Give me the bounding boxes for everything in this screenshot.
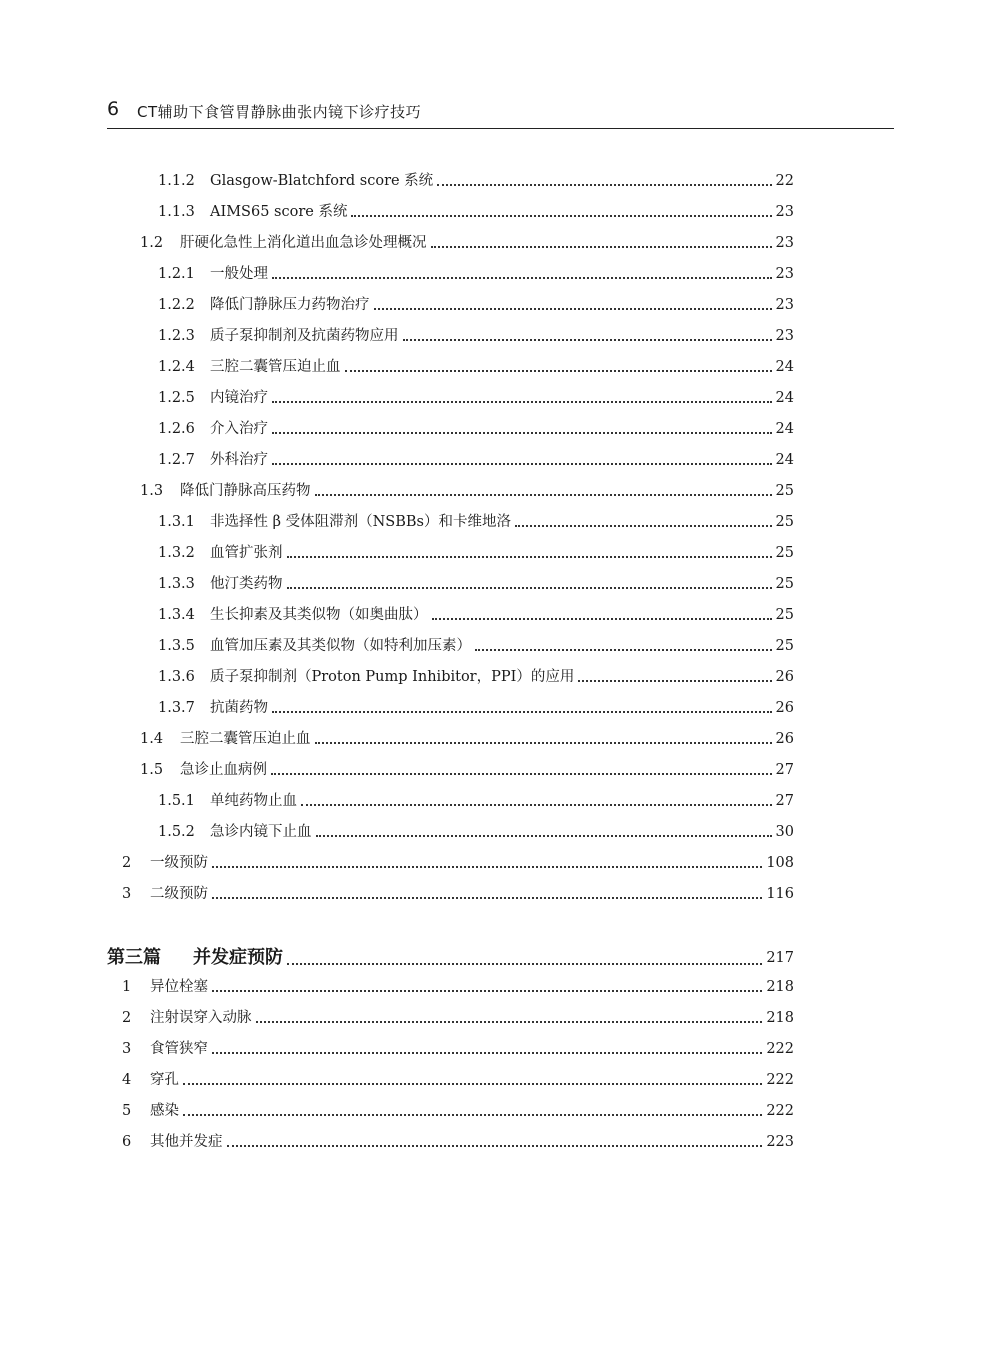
toc-entry-page: 24 bbox=[775, 421, 794, 437]
toc-entry-title: 一级预防 bbox=[150, 855, 208, 871]
toc-entry-number: 1.3.4 bbox=[158, 607, 195, 623]
toc-dot-leader bbox=[212, 1052, 762, 1054]
toc-entry-title: 血管扩张剂 bbox=[210, 545, 283, 561]
toc-entry-number: 2 bbox=[122, 855, 132, 871]
toc-dot-leader bbox=[212, 897, 762, 899]
toc-entry-number: 1.2 bbox=[140, 235, 164, 251]
toc-dot-leader bbox=[315, 742, 772, 744]
toc-entry[interactable] bbox=[158, 573, 794, 595]
toc-entry-page: 217 bbox=[766, 950, 794, 966]
toc-entry-page: 222 bbox=[766, 1041, 794, 1057]
toc-entry-title: 二级预防 bbox=[150, 886, 208, 902]
toc-entry-page: 24 bbox=[775, 359, 794, 375]
toc-entry-number: 3 bbox=[122, 1041, 132, 1057]
toc-entry-title: 单纯药物止血 bbox=[210, 793, 297, 809]
toc-entry-page: 27 bbox=[775, 762, 794, 778]
toc-entry-page: 23 bbox=[775, 204, 794, 220]
toc-entry-title: AIMS65 score 系统 bbox=[210, 204, 348, 220]
toc-entry-title: 生长抑素及其类似物（如奥曲肽） bbox=[210, 607, 428, 623]
toc-entry-number: 1 bbox=[122, 979, 132, 995]
toc-entry-number: 4 bbox=[122, 1072, 132, 1088]
toc-entry-number: 1.5.2 bbox=[158, 824, 195, 840]
toc-dot-leader bbox=[183, 1114, 762, 1116]
toc-entry[interactable] bbox=[122, 1038, 794, 1060]
toc-dot-leader bbox=[403, 339, 772, 341]
toc-entry-title: 其他并发症 bbox=[150, 1134, 223, 1150]
toc-entry-page: 25 bbox=[775, 483, 794, 499]
toc-dot-leader bbox=[287, 587, 772, 589]
toc-entry-number: 1.2.2 bbox=[158, 297, 195, 313]
toc-entry-number: 1.3.7 bbox=[158, 700, 195, 716]
toc-entry-title: 降低门静脉压力药物治疗 bbox=[210, 297, 370, 313]
toc-dot-leader bbox=[515, 525, 772, 527]
toc-entry[interactable] bbox=[122, 883, 794, 905]
toc-entry-page: 26 bbox=[775, 669, 794, 685]
toc-entry-page: 23 bbox=[775, 266, 794, 282]
toc-entry-title: 一般处理 bbox=[210, 266, 268, 282]
toc-dot-leader bbox=[272, 432, 772, 434]
toc-entry-title: 感染 bbox=[150, 1103, 179, 1119]
toc-dot-leader bbox=[351, 215, 771, 217]
toc-entry-number: 1.2.3 bbox=[158, 328, 195, 344]
toc-dot-leader bbox=[227, 1145, 763, 1147]
toc-entry-number: 1.3.5 bbox=[158, 638, 195, 654]
toc-entry[interactable] bbox=[140, 759, 794, 781]
toc-entry[interactable] bbox=[158, 604, 794, 626]
toc-entry-page: 218 bbox=[766, 979, 794, 995]
toc-entry-page: 218 bbox=[766, 1010, 794, 1026]
toc-entry-number: 第三篇 bbox=[107, 947, 161, 968]
toc-entry-title: 注射误穿入动脉 bbox=[150, 1010, 252, 1026]
toc-entry[interactable] bbox=[158, 542, 794, 564]
toc-entry[interactable] bbox=[158, 325, 794, 347]
toc-dot-leader bbox=[272, 463, 772, 465]
toc-entry[interactable] bbox=[140, 232, 794, 254]
toc-entry-page: 25 bbox=[775, 545, 794, 561]
toc-entry-number: 1.2.4 bbox=[158, 359, 195, 375]
toc-entry-title: 急诊止血病例 bbox=[180, 762, 267, 778]
toc-entry-title: 质子泵抑制剂（Proton Pump Inhibitor，PPI）的应用 bbox=[210, 669, 575, 685]
toc-entry-page: 27 bbox=[775, 793, 794, 809]
toc-dot-leader bbox=[212, 866, 762, 868]
toc-entry-number: 1.3 bbox=[140, 483, 164, 499]
toc-entry[interactable] bbox=[158, 449, 794, 471]
toc-entry-title: 质子泵抑制剂及抗菌药物应用 bbox=[210, 328, 399, 344]
toc-entry-number: 1.5.1 bbox=[158, 793, 195, 809]
toc-entry-page: 23 bbox=[775, 328, 794, 344]
toc-entry-number: 1.2.1 bbox=[158, 266, 195, 282]
toc-entry-page: 22 bbox=[775, 173, 794, 189]
toc-entry-page: 26 bbox=[775, 700, 794, 716]
header-book-title: CT辅助下食管胃静脉曲张内镜下诊疗技巧 bbox=[137, 103, 422, 121]
toc-entry-title: 非选择性 β 受体阻滞剂（NSBBs）和卡维地洛 bbox=[210, 514, 511, 530]
toc-entry-title: 食管狭窄 bbox=[150, 1041, 208, 1057]
toc-entry-title: 三腔二囊管压迫止血 bbox=[210, 359, 341, 375]
toc-entry-number: 1.1.2 bbox=[158, 173, 195, 189]
toc-entry-title: 外科治疗 bbox=[210, 452, 268, 468]
toc-entry-page: 25 bbox=[775, 514, 794, 530]
toc-entry-page: 24 bbox=[775, 390, 794, 406]
toc-entry[interactable] bbox=[122, 1069, 794, 1091]
toc-entry[interactable] bbox=[158, 666, 794, 688]
toc-entry-title: Glasgow-Blatchford score 系统 bbox=[210, 173, 434, 189]
toc-dot-leader bbox=[256, 1021, 763, 1023]
toc-entry-page: 23 bbox=[775, 297, 794, 313]
toc-entry-page: 25 bbox=[775, 576, 794, 592]
toc-entry[interactable] bbox=[140, 480, 794, 502]
toc-entry-page: 25 bbox=[775, 607, 794, 623]
toc-entry-title: 异位栓塞 bbox=[150, 979, 208, 995]
toc-entry[interactable] bbox=[158, 356, 794, 378]
toc-entry-title: 内镜治疗 bbox=[210, 390, 268, 406]
toc-dot-leader bbox=[271, 773, 772, 775]
toc-entry[interactable] bbox=[140, 728, 794, 750]
toc-entry[interactable] bbox=[122, 1007, 794, 1029]
toc-entry-page: 30 bbox=[775, 824, 794, 840]
toc-entry[interactable] bbox=[158, 201, 794, 223]
toc-entry-page: 23 bbox=[775, 235, 794, 251]
toc-dot-leader bbox=[316, 835, 772, 837]
toc-entry-title: 并发症预防 bbox=[193, 947, 283, 968]
toc-entry[interactable] bbox=[122, 976, 794, 998]
toc-entry-number: 1.3.2 bbox=[158, 545, 195, 561]
toc-entry-number: 1.2.5 bbox=[158, 390, 195, 406]
toc-entry[interactable] bbox=[122, 852, 794, 874]
toc-entry-number: 1.4 bbox=[140, 731, 164, 747]
toc-dot-leader bbox=[374, 308, 772, 310]
toc-dot-leader bbox=[287, 963, 762, 965]
toc-dot-leader bbox=[437, 184, 771, 186]
toc-entry[interactable] bbox=[158, 263, 794, 285]
toc-entry-number: 3 bbox=[122, 886, 132, 902]
toc-entry[interactable] bbox=[122, 1131, 794, 1153]
toc-dot-leader bbox=[315, 494, 772, 496]
toc-entry-page: 223 bbox=[766, 1134, 794, 1150]
toc-entry[interactable] bbox=[158, 387, 794, 409]
toc-entry-title: 降低门静脉高压药物 bbox=[180, 483, 311, 499]
toc-entry-number: 1.2.7 bbox=[158, 452, 195, 468]
toc-dot-leader bbox=[272, 277, 772, 279]
toc-entry-number: 1.1.3 bbox=[158, 204, 195, 220]
toc-entry-number: 1.3.3 bbox=[158, 576, 195, 592]
toc-dot-leader bbox=[345, 370, 772, 372]
toc-entry-page: 24 bbox=[775, 452, 794, 468]
toc-dot-leader bbox=[475, 649, 772, 651]
toc-entry[interactable] bbox=[158, 418, 794, 440]
toc-entry-title: 介入治疗 bbox=[210, 421, 268, 437]
toc-dot-leader bbox=[287, 556, 772, 558]
toc-entry-number: 1.3.6 bbox=[158, 669, 195, 685]
toc-entry-page: 26 bbox=[775, 731, 794, 747]
toc-entry[interactable] bbox=[158, 821, 794, 843]
toc-entry[interactable] bbox=[158, 170, 794, 192]
toc-entry-number: 6 bbox=[122, 1134, 132, 1150]
toc-entry-number: 2 bbox=[122, 1010, 132, 1026]
header-page-number: 6 bbox=[107, 98, 120, 120]
toc-entry-page: 116 bbox=[766, 886, 794, 902]
toc-entry-page: 108 bbox=[766, 855, 794, 871]
toc-dot-leader bbox=[212, 990, 762, 992]
toc-entry-title: 抗菌药物 bbox=[210, 700, 268, 716]
toc-dot-leader bbox=[301, 804, 772, 806]
running-header bbox=[107, 96, 894, 129]
toc-entry-title: 穿孔 bbox=[150, 1072, 179, 1088]
toc-entry-page: 25 bbox=[775, 638, 794, 654]
toc-entry-number: 1.2.6 bbox=[158, 421, 195, 437]
toc-dot-leader bbox=[272, 711, 772, 713]
toc-entry[interactable] bbox=[158, 697, 794, 719]
toc-entry-page: 222 bbox=[766, 1103, 794, 1119]
toc-entry-title: 肝硬化急性上消化道出血急诊处理概况 bbox=[180, 235, 427, 251]
toc-entry[interactable] bbox=[158, 790, 794, 812]
toc-entry-title: 他汀类药物 bbox=[210, 576, 283, 592]
toc-entry[interactable] bbox=[122, 1100, 794, 1122]
toc-dot-leader bbox=[183, 1083, 762, 1085]
toc-entry-title: 急诊内镜下止血 bbox=[210, 824, 312, 840]
toc-dot-leader bbox=[431, 246, 772, 248]
toc-entry[interactable] bbox=[158, 294, 794, 316]
toc-dot-leader bbox=[432, 618, 772, 620]
toc-entry-page: 222 bbox=[766, 1072, 794, 1088]
toc-part-heading[interactable] bbox=[107, 945, 794, 971]
toc-dot-leader bbox=[272, 401, 772, 403]
toc-entry-title: 三腔二囊管压迫止血 bbox=[180, 731, 311, 747]
toc-entry[interactable] bbox=[158, 511, 794, 533]
toc-entry-title: 血管加压素及其类似物（如特利加压素） bbox=[210, 638, 471, 654]
toc-dot-leader bbox=[578, 680, 771, 682]
toc-entry-number: 1.5 bbox=[140, 762, 164, 778]
toc-entry-number: 1.3.1 bbox=[158, 514, 195, 530]
toc-entry-number: 5 bbox=[122, 1103, 132, 1119]
toc-entry[interactable] bbox=[158, 635, 794, 657]
